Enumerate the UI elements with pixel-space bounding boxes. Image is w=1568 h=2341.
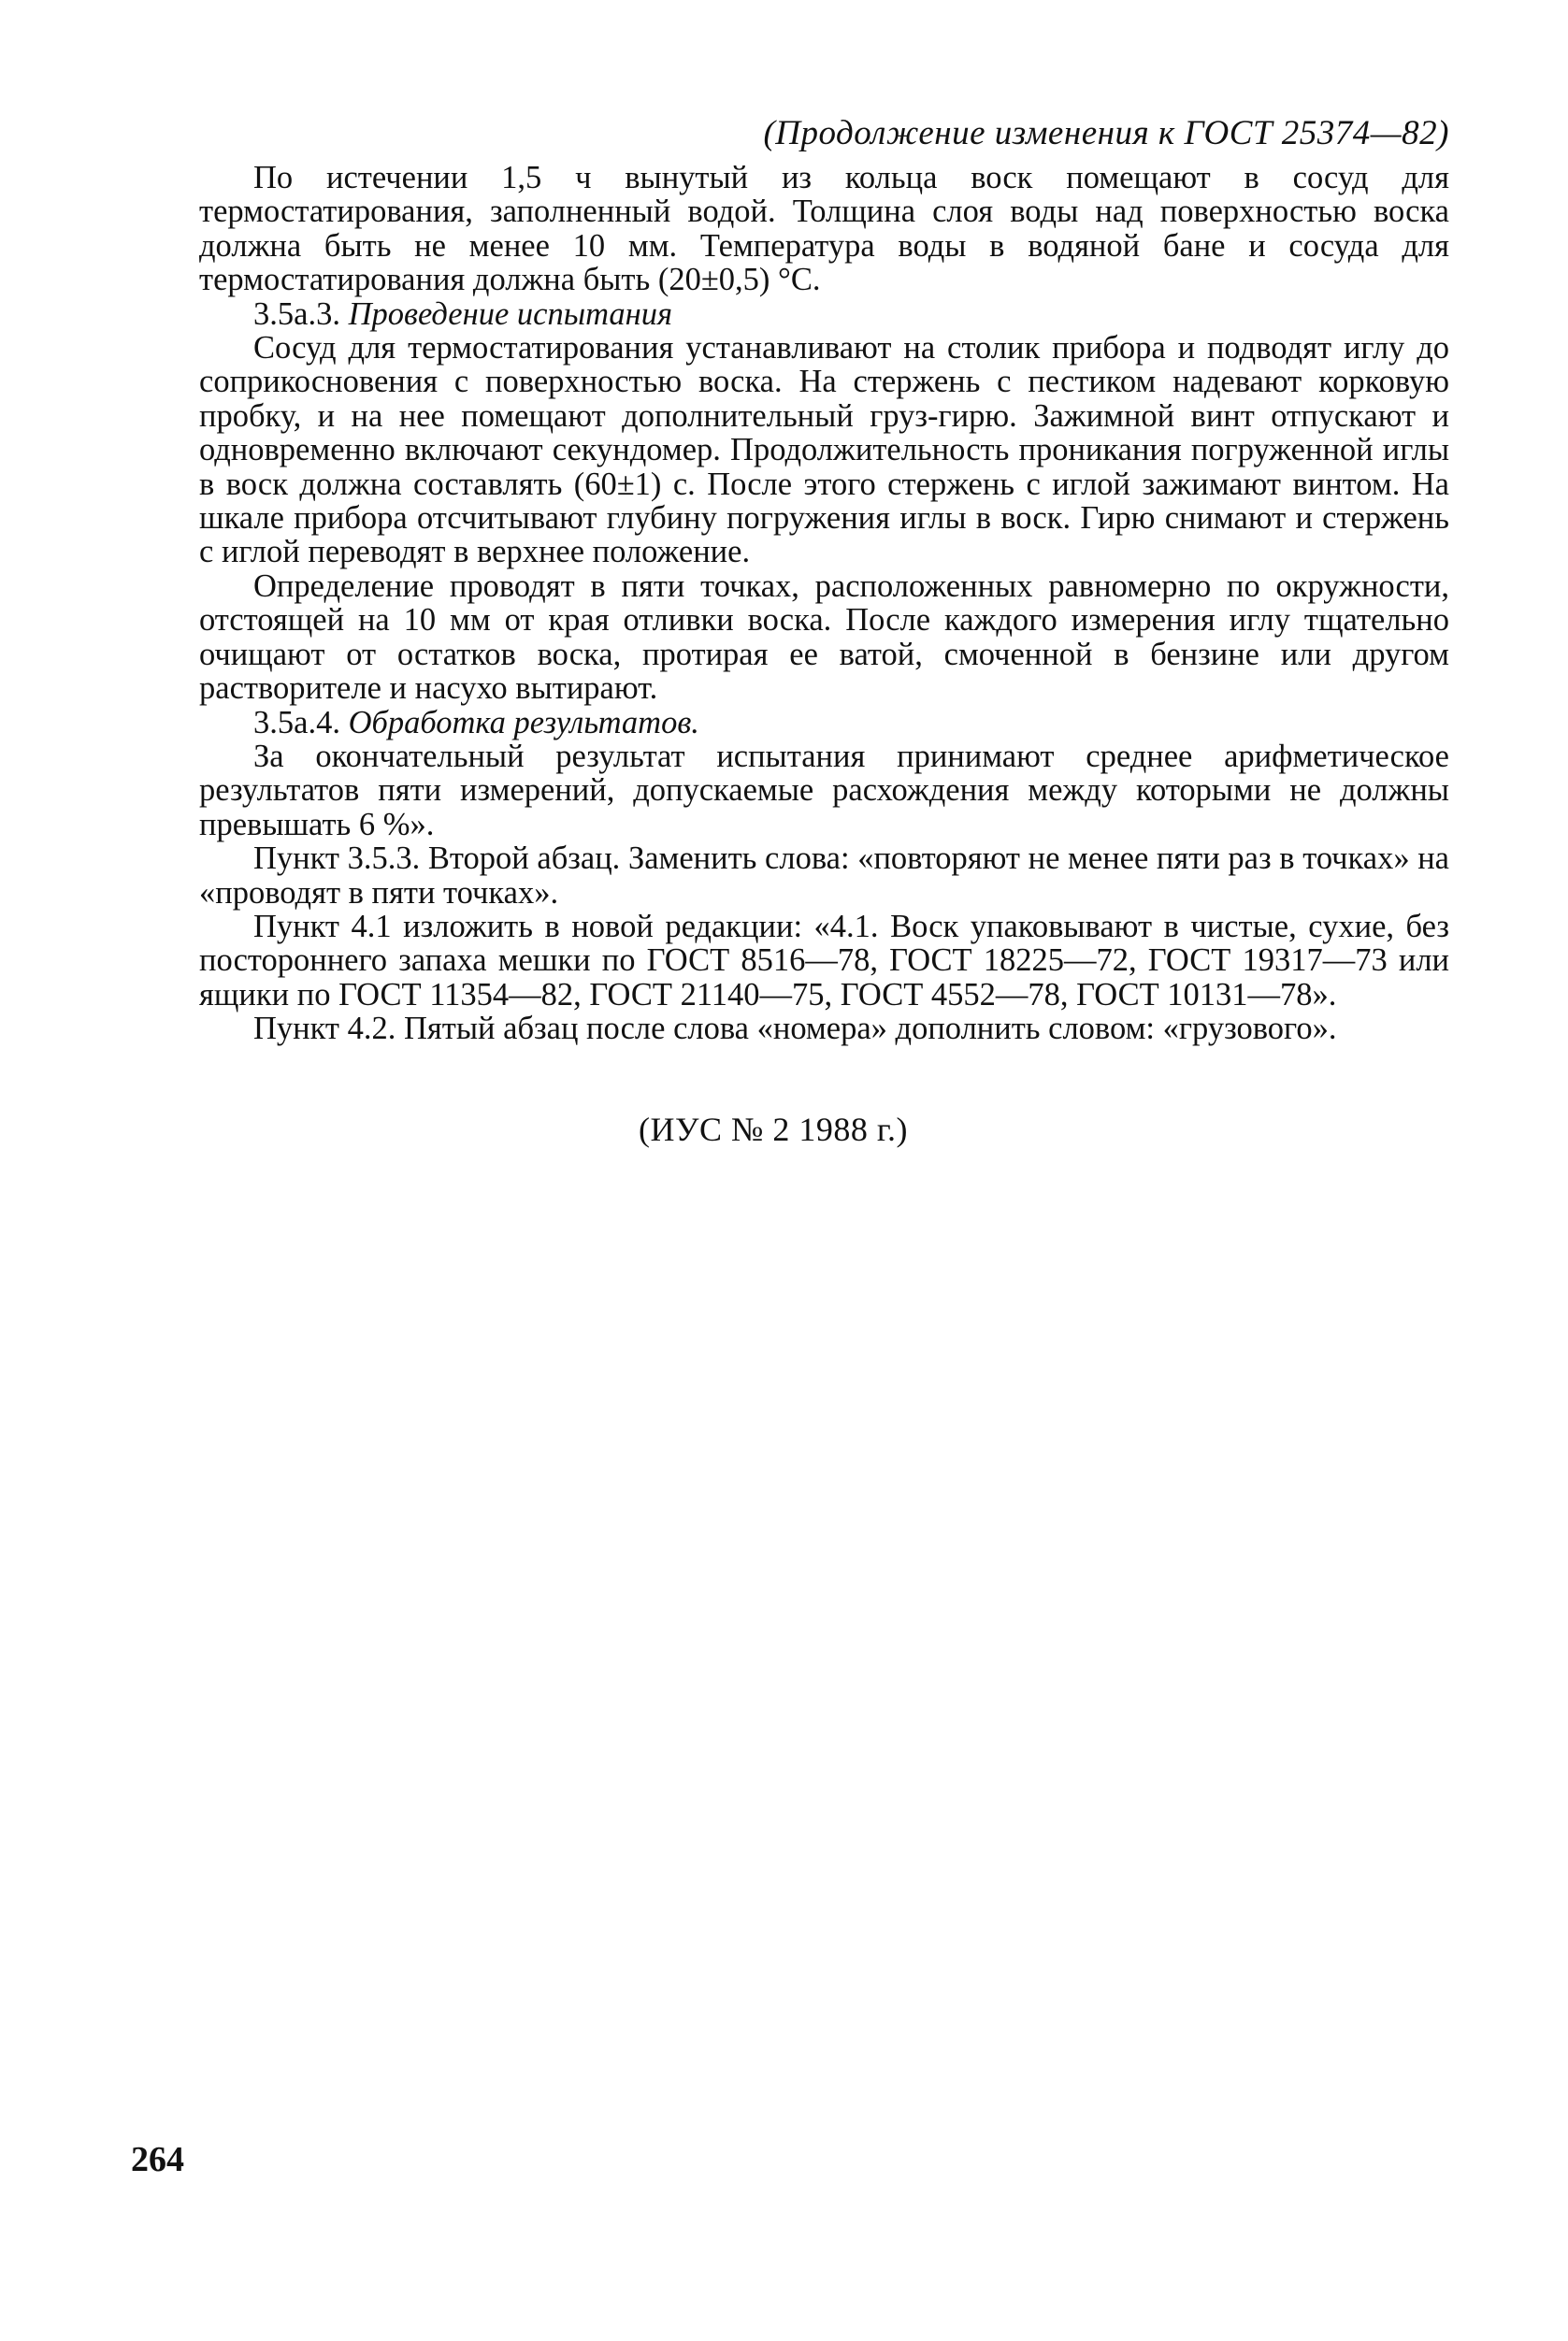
paragraph-measurement-points: Определение проводят в пяти точках, расположенных равномерно по окружности, отстоящей на 10 мм от края отливки воска. После каждого измерения иглу тщательно очищают от остатков воска, протирая ее ватой, смоченной в бензине или другом растворителе и насухо вытирают. (199, 567, 1449, 707)
continuation-header: (Продолжение изменения к ГОСТ 25374—82) (763, 114, 1449, 152)
ius-reference: (ИУС № 2 1988 г.) (639, 1111, 909, 1148)
section-number: 3.5а.3. (253, 295, 340, 332)
section-title: Проведение испытания (348, 295, 673, 332)
section-heading-3-5a-4 (199, 706, 1449, 740)
paragraph-item-4-2: Пункт 4.2. Пятый абзац после слова «номера» дополнить словом: «грузового». (253, 1011, 1337, 1047)
page-number: 264 (131, 2140, 184, 2179)
body-text (199, 161, 1449, 1046)
paragraph-thermostating: По истечении 1,5 ч вынутый из кольца воск помещают в сосуд для термостатирования, заполненный водой. Толщина слоя воды над поверхностью воска должна быть не менее 10 мм. Температура воды в водяной бане и сосуда для термостатирования должна быть (20±0,5) °С. (199, 160, 1449, 298)
paragraph-final-result: За окончательный результат испытания принимают среднее арифметическое результатов пяти измерений, допускаемые расхождения между которыми не должны превышать 6 %». (199, 738, 1449, 842)
paragraph-test-procedure: Сосуд для термостатирования устанавливают на столик прибора и подводят иглу до соприкосновения с поверхностью воска. На стержень с пестиком надевают корковую пробку, и на нее помещают дополнительный груз-гирю. Зажимной винт отпускают и одновременно включают секундомер. Продолжительность проникания погруженной иглы в воск должна составлять (60±1) с. После этого стержень с иглой зажимают винтом. На шкале прибора отсчитывают глубину погружения иглы в воск. Гирю снимают и стержень с иглой переводят в верхнее положение. (199, 330, 1449, 570)
section-title: Обработка результатов. (348, 704, 699, 740)
paragraph-item-4-1: Пункт 4.1 изложить в новой редакции: «4.1. Воск упаковывают в чистые, сухие, без постороннего запаха мешки по ГОСТ 8516—78, ГОСТ 18225—72, ГОСТ 19317—73 или ящики по ГОСТ 11354—82, ГОСТ 21140—75, ГОСТ 4552—78, ГОСТ 10131—78». (199, 908, 1449, 1013)
section-number: 3.5а.4. (253, 704, 340, 740)
section-heading-3-5a-3 (199, 297, 1449, 331)
paragraph-item-3-5-3: Пункт 3.5.3. Второй абзац. Заменить слова: «повторяют не менее пяти раз в точках» на «проводят в пяти точках». (199, 840, 1449, 911)
